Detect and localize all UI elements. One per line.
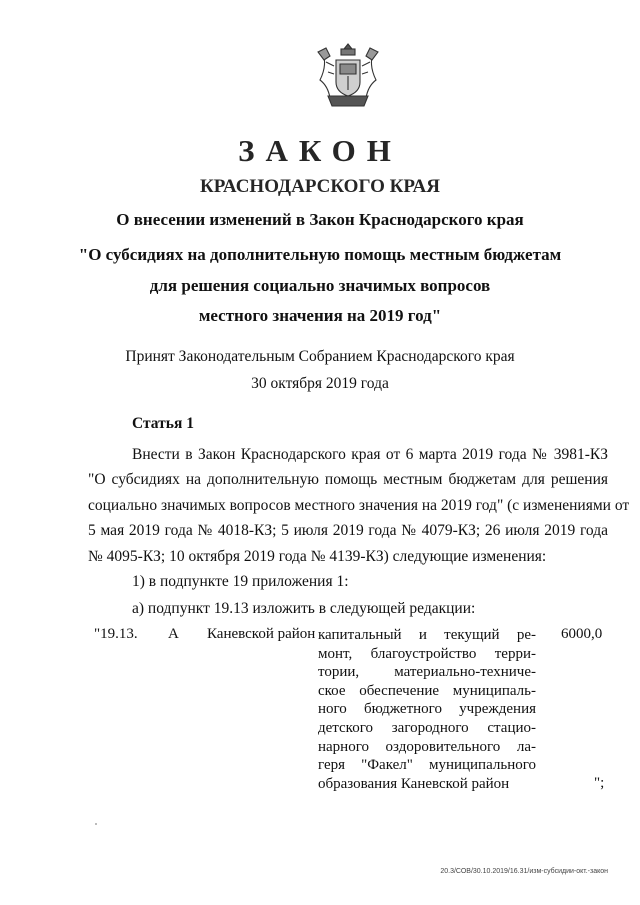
- scan-speck: [95, 823, 97, 825]
- article-paragraph-line: № 4095-КЗ; 10 октября 2019 года № 4139-КЗ) следующие изменения:: [88, 548, 547, 565]
- article-paragraph-line: 5 мая 2019 года № 4018-КЗ; 5 июля 2019 года № 4079-КЗ; 26 июля 2019 года: [88, 522, 608, 539]
- row-category: А: [168, 626, 179, 642]
- description-line: монт, благоустройство терри-: [318, 645, 536, 662]
- description-line: тории, материально-техниче-: [318, 664, 536, 681]
- subject-line-4: местного значения на 2019 год": [198, 306, 442, 325]
- description-line: ного бюджетного учреждения: [318, 701, 536, 718]
- article-paragraph-line: "О субсидиях на дополнительную помощь местным бюджетам для решения: [88, 471, 608, 488]
- region-title: КРАСНОДАРСКОГО КРАЯ: [199, 176, 441, 197]
- description-line: нарного оздоровительного ла-: [318, 738, 536, 755]
- row-closing-quote: ";: [594, 775, 605, 791]
- row-amount: 6000,0: [561, 626, 603, 642]
- article-heading: Статья 1: [132, 415, 194, 432]
- subject-line-1: О внесении изменений в Закон Краснодарского края: [116, 210, 524, 229]
- adoption-date: 30 октября 2019 года: [251, 375, 389, 392]
- description-line: ское обеспечение муниципаль-: [318, 682, 536, 699]
- law-title: ЗАКОН: [238, 133, 402, 168]
- list-item-a: а) подпункт 19.13 изложить в следующей редакции:: [132, 600, 476, 617]
- row-description: [318, 626, 536, 793]
- article-paragraph-line: Внести в Закон Краснодарского края от 6 марта 2019 года № 3981-КЗ: [132, 446, 608, 463]
- adoption-line-1: Принят Законодательным Собранием Краснодарского края: [125, 348, 515, 365]
- subject-line-3: для решения социально значимых вопросов: [149, 276, 491, 295]
- list-item-1: 1) в подпункте 19 приложения 1:: [132, 573, 349, 590]
- row-municipality: Каневской район: [207, 626, 316, 642]
- description-line: детского загородного стацио-: [318, 719, 536, 736]
- description-line: образования Каневской район: [318, 775, 510, 792]
- article-paragraph-line: социально значимых вопросов местного значения на 2019 год" (с изменениями от: [88, 497, 630, 514]
- row-number: "19.13.: [94, 626, 138, 642]
- description-line: геря "Факел" муниципального: [318, 757, 536, 774]
- description-line: капитальный и текущий ре-: [318, 627, 536, 643]
- coat-of-arms-icon: [314, 40, 382, 112]
- subject-line-2: "О субсидиях на дополнительную помощь местным бюджетам: [78, 245, 562, 264]
- file-reference: 20.3/СОВ/30.10.2019/16.31/изм-субсидии-окт.-закон: [440, 868, 608, 875]
